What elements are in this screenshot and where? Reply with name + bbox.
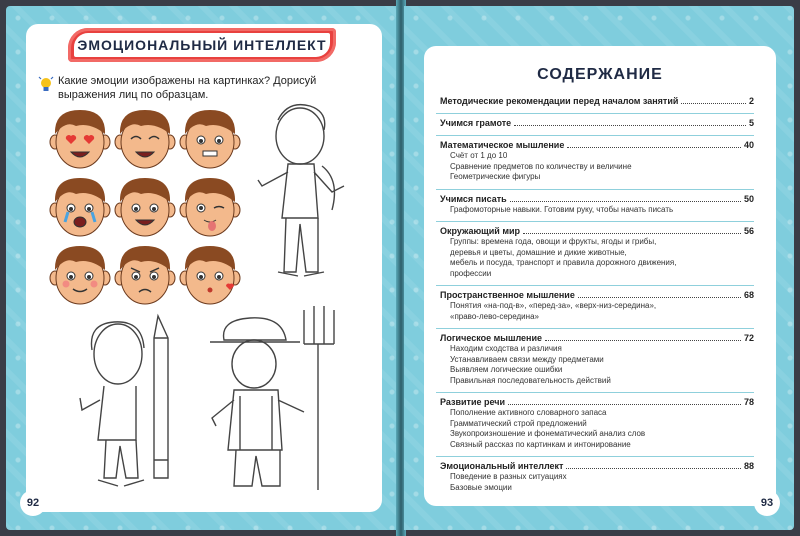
toc-subitem: Понятия «на-под-в», «перед-за», «верх-низ-середина», [450,301,657,310]
toc-leader-dots [514,125,746,126]
toc-subitem: Счёт от 1 до 10 [450,151,508,160]
toc-page-number: 50 [743,193,754,204]
toc-page-number: 72 [743,333,754,343]
right-page-number: 93 [754,490,780,516]
toc-section-title: Пространственное мышление [440,290,575,300]
toc-subitem: Пополнение активного словарного запаса [450,408,607,417]
left-page-title-banner [68,28,336,62]
left-page-title: ЭМОЦИОНАЛЬНЫЙ ИНТЕЛЛЕКТ [74,33,330,57]
toc-leader-dots [578,297,741,298]
toc-section [436,457,754,499]
toc-subitem: Сравнение предметов по количеству и величине [450,161,632,171]
boy-outline-drawing [248,100,358,300]
toc-page-number: 88 [743,461,754,471]
toc-section-heading [440,193,754,205]
toc-subitem: мебель и посуда, транспорт и правила дорожного движения, [450,258,677,267]
toc-subitem: Поведение в разных ситуациях [450,472,567,481]
toc-section [436,286,754,329]
toc-section-title: Математическое мышление [440,140,565,150]
toc-subitem: Базовые эмоции [450,482,512,492]
toc-section [436,329,754,393]
toc-subitem: деревья и цветы, домашние и дикие животные, [450,247,627,257]
toc-page-number: 68 [743,290,754,300]
farmer-outline-drawing [200,300,370,500]
toc-section [436,222,754,286]
toc-section-heading [440,139,754,151]
toc-leader-dots [566,468,741,469]
toc-section [436,114,754,136]
toc-section-heading [440,396,754,408]
toc-subitem: Устанавливаем связи между предметами [450,354,604,364]
toc-section-heading [440,460,754,472]
toc-section-title: Развитие речи [440,397,506,407]
toc-subitem: Звукопроизношение и фонематический анализ слов [450,429,646,438]
left-page-number: 92 [20,490,46,516]
toc-section-title: Логическое мышление [440,333,543,343]
table-of-contents [436,92,754,499]
toc-section [436,92,754,114]
toc-heading: СОДЕРЖАНИЕ [537,66,663,83]
toc-page-number: 5 [748,118,754,128]
toc-section-title: Окружающий мир [440,226,521,236]
toc-subitem: профессии [450,268,492,278]
exercise-instruction: Какие эмоции изображены на картинках? Дорисуй выражения лиц по образцам. [58,75,317,101]
toc-subitem: Правильная последовательность действий [450,375,611,385]
toc-subitem: Связный рассказ по картинкам и интонирование [450,439,631,449]
toc-section-heading [440,225,754,237]
toc-section-heading [440,289,754,301]
toc-section [436,190,754,223]
toc-section-title: Учимся писать [440,193,507,204]
boy-with-pencil-outline-drawing [70,310,200,500]
toc-leader-dots [523,233,741,234]
toc-subitem: Группы: времена года, овощи и фрукты, ягоды и грибы, [450,237,657,246]
toc-leader-dots [508,404,741,405]
toc-page-number: 40 [743,140,754,150]
toc-section-title: Учимся грамоте [440,118,512,128]
toc-section-title: Эмоциональный интеллект [440,461,564,471]
toc-page-number: 56 [743,226,754,236]
lightbulb-icon [38,76,54,96]
toc-subitem: Находим сходства и различия [450,344,562,353]
toc-subitem: Геометрические фигуры [450,172,541,181]
toc-page-number: 2 [748,96,754,106]
toc-section-heading [440,117,754,129]
toc-leader-dots [510,201,741,202]
toc-page-number: 78 [743,397,754,407]
toc-subitem: Грамматический строй предложений [450,418,587,428]
toc-subitem: «право-лево-середина» [450,311,539,321]
toc-section-heading [440,95,754,107]
toc-section-heading [440,332,754,344]
toc-leader-dots [681,103,746,104]
toc-subitem: Выявляем логические ошибки [450,365,563,374]
toc-section [436,136,754,190]
toc-section [436,393,754,457]
toc-leader-dots [545,340,741,341]
toc-section-title: Методические рекомендации перед началом занятий [440,96,679,106]
toc-subitem: Графомоторные навыки. Готовим руку, чтобы начать писать [450,204,674,214]
toc-leader-dots [567,147,741,148]
